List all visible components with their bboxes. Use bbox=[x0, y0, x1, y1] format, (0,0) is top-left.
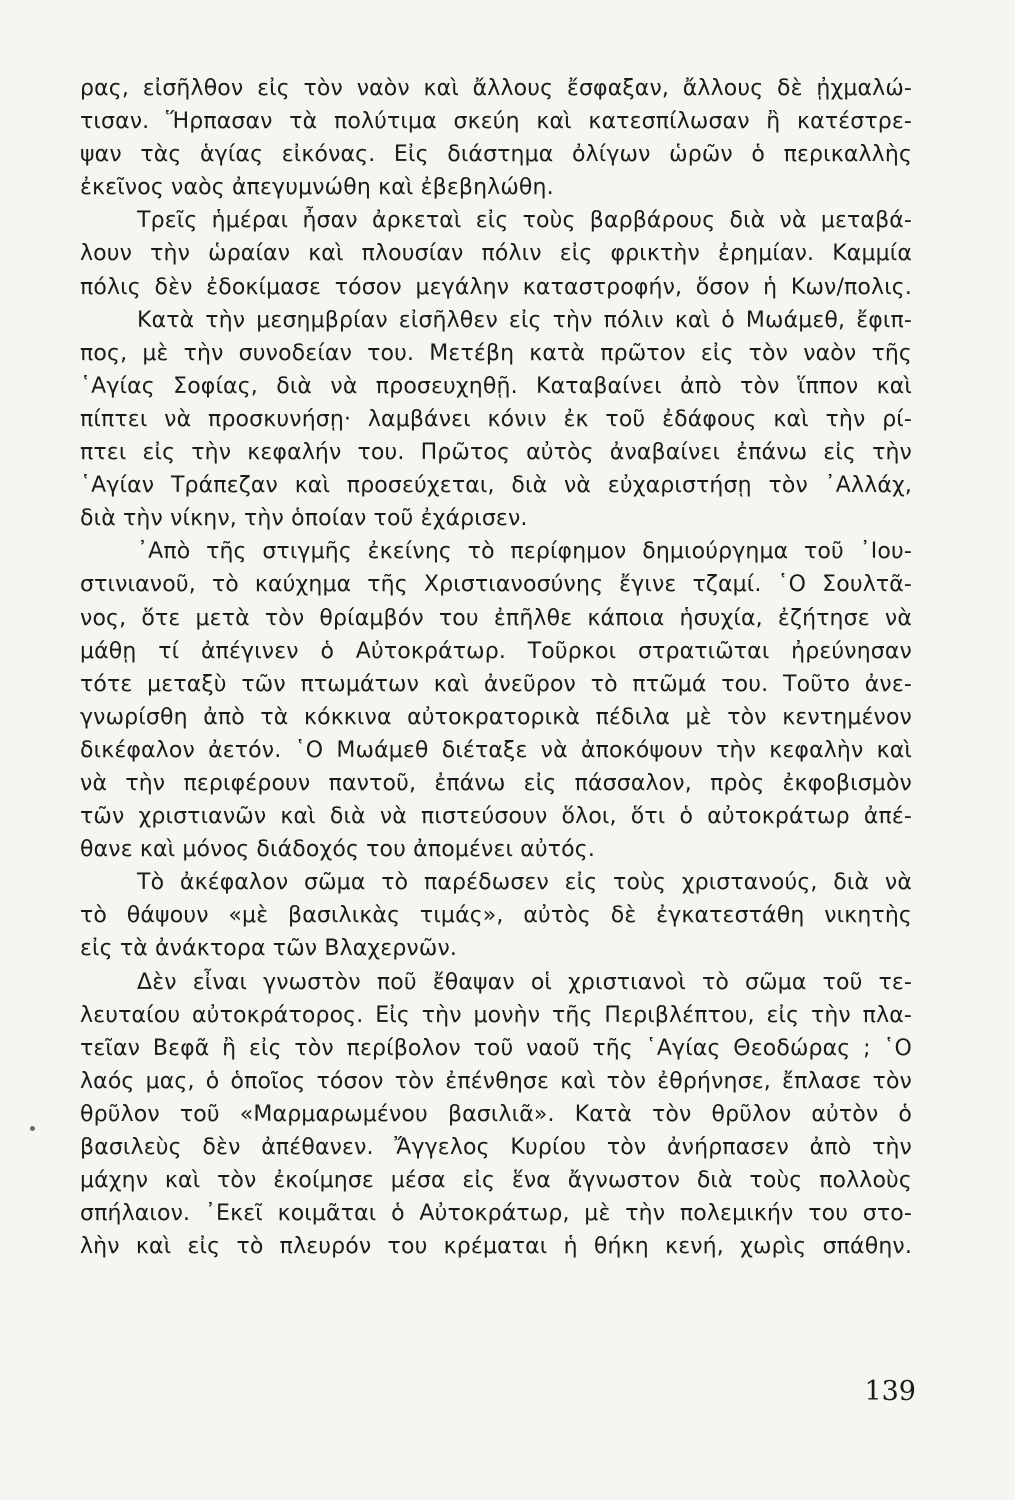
text-line: Τρεῖς ἡμέραι ἦσαν ἀρκεταὶ εἰς τοὺς βαρβάρους διὰ νὰ μεταβά- bbox=[137, 208, 912, 234]
text-line: τισαν. Ἥρπασαν τὰ πολύτιμα σκεύη καὶ κατεσπίλωσαν ἢ κατέστρε- bbox=[80, 109, 912, 135]
text-line: διὰ τὴν νίκην, τὴν ὁποίαν τοῦ ἐχάρισεν. bbox=[80, 506, 528, 532]
body-text bbox=[80, 72, 912, 1263]
text-line: πτει εἰς τὴν κεφαλήν του. Πρῶτος αὐτὸς ἀναβαίνει ἐπάνω εἰς τὴν bbox=[80, 440, 912, 466]
text-line: τὸ θάψουν «μὲ βασιλικὰς τιμάς», αὐτὸς δὲ ἐγκατεστάθη νικητὴς bbox=[80, 903, 912, 929]
text-line: λευταίου αὐτοκράτορος. Εἰς τὴν μονὴν τῆς Περιβλέπτου, εἰς τὴν πλα- bbox=[80, 1002, 912, 1028]
text-line: Κατὰ τὴν μεσημβρίαν εἰσῆλθεν εἰς τὴν πόλιν καὶ ὁ Μωάμεθ, ἔφιπ- bbox=[137, 307, 912, 333]
text-line: νος, ὅτε μετὰ τὸν θρίαμβόν του ἐπῆλθε κάποια ἡσυχία, ἐζήτησε νὰ bbox=[80, 605, 912, 631]
text-line: ῾Αγίας Σοφίας, διὰ νὰ προσευχηθῇ. Καταβαίνει ἀπὸ τὸν ἵππον καὶ bbox=[80, 373, 912, 399]
text-line: ρας, εἰσῆλθον εἰς τὸν ναὸν καὶ ἄλλους ἔσφαξαν, ἄλλους δὲ ᾐχμαλώ- bbox=[80, 76, 912, 101]
text-line: στινιανοῦ, τὸ καύχημα τῆς Χριστιανοσύνης ἔγινε τζαμί. ῾Ο Σουλτᾶ- bbox=[80, 572, 912, 598]
text-line: γνωρίσθη ἀπὸ τὰ κόκκινα αὐτοκρατορικὰ πέδιλα μὲ τὸν κεντημένον bbox=[80, 704, 912, 730]
text-line: σπήλαιον. ᾿Εκεῖ κοιμᾶται ὁ Αὐτοκράτωρ, μὲ τὴν πολεμικήν του στο- bbox=[80, 1201, 912, 1227]
text-line: ψαν τὰς ἁγίας εἰκόνας. Εἰς διάστημα ὀλίγων ὡρῶν ὁ περικαλλὴς bbox=[80, 142, 912, 168]
text-line: ᾿Απὸ τῆς στιγμῆς ἐκείνης τὸ περίφημον δημιούργημα τοῦ ᾿Ιου- bbox=[137, 539, 912, 565]
text-line: πος, μὲ τὴν συνοδείαν του. Μετέβη κατὰ πρῶτον εἰς τὸν ναὸν τῆς bbox=[80, 340, 912, 366]
page-number: 139 bbox=[864, 1376, 916, 1407]
text-line: τεῖαν Βεφᾶ ἢ εἰς τὸν περίβολον τοῦ ναοῦ τῆς ῾Αγίας Θεοδώρας ; ῾Ο bbox=[80, 1035, 912, 1061]
text-line: ῾Αγίαν Τράπεζαν καὶ προσεύχεται, διὰ νὰ εὐχαριστήσῃ τὸν ᾿Αλλάχ, bbox=[80, 473, 912, 499]
text-line: μάχην καὶ τὸν ἐκοίμησε μέσα εἰς ἕνα ἄγνωστον διὰ τοὺς πολλοὺς bbox=[80, 1168, 912, 1194]
text-line: λαός μας, ὁ ὁποῖος τόσον τὸν ἐπένθησε καὶ τὸν ἐθρήνησε, ἔπλασε τὸν bbox=[80, 1068, 912, 1094]
text-line: Τὸ ἀκέφαλον σῶμα τὸ παρέδωσεν εἰς τοὺς χριστανούς, διὰ νὰ bbox=[137, 870, 912, 896]
text-line: πίπτει νὰ προσκυνήσῃ· λαμβάνει κόνιν ἐκ τοῦ ἐδάφους καὶ τὴν ρί- bbox=[80, 406, 912, 432]
text-line: πόλις δὲν ἐδοκίμασε τόσον μεγάλην καταστροφήν, ὅσον ἡ Κων/πολις. bbox=[80, 274, 912, 300]
text-line: τῶν χριστιανῶν καὶ διὰ νὰ πιστεύσουν ὅλοι, ὅτι ὁ αὐτοκράτωρ ἀπέ- bbox=[80, 804, 912, 830]
text-line: λουν τὴν ὡραίαν καὶ πλουσίαν πόλιν εἰς φρικτὴν ἐρημίαν. Καμμία bbox=[80, 241, 912, 267]
text-line: μάθῃ τί ἀπέγινεν ὁ Αὐτοκράτωρ. Τοῦρκοι στρατιῶται ἠρεύνησαν bbox=[80, 638, 912, 664]
margin-dot bbox=[30, 1126, 35, 1131]
text-line: θρῦλον τοῦ «Μαρμαρωμένου βασιλιᾶ». Κατὰ τὸν θρῦλον αὐτὸν ὁ bbox=[80, 1101, 912, 1127]
text-line: θανε καὶ μόνος διάδοχός του ἀπομένει αὐτός. bbox=[80, 837, 595, 863]
text-line: τότε μεταξὺ τῶν πτωμάτων καὶ ἀνεῦρον τὸ πτῶμά του. Τοῦτο ἀνε- bbox=[80, 671, 912, 697]
text-line: δικέφαλον ἀετόν. ῾Ο Μωάμεθ διέταξε νὰ ἀποκόψουν τὴν κεφαλὴν καὶ bbox=[80, 737, 912, 763]
text-line: ἐκεῖνος ναὸς ἀπεγυμνώθη καὶ ἐβεβηλώθη. bbox=[80, 175, 554, 201]
text-line: νὰ τὴν περιφέρουν παντοῦ, ἐπάνω εἰς πάσσαλον, πρὸς ἐκφοβισμὸν bbox=[80, 770, 912, 796]
text-line: βασιλεὺς δὲν ἀπέθανεν. Ἄγγελος Κυρίου τὸν ἀνήρπασεν ἀπὸ τὴν bbox=[80, 1135, 912, 1160]
text-line: εἰς τὰ ἀνάκτορα τῶν Βλαχερνῶν. bbox=[80, 936, 458, 962]
text-line: Δὲν εἶναι γνωστὸν ποῦ ἔθαψαν οἱ χριστιανοὶ τὸ σῶμα τοῦ τε- bbox=[137, 969, 912, 995]
text-line: λὴν καὶ εἰς τὸ πλευρόν του κρέμαται ἡ θήκη κενή, χωρὶς σπάθην. bbox=[80, 1234, 912, 1260]
